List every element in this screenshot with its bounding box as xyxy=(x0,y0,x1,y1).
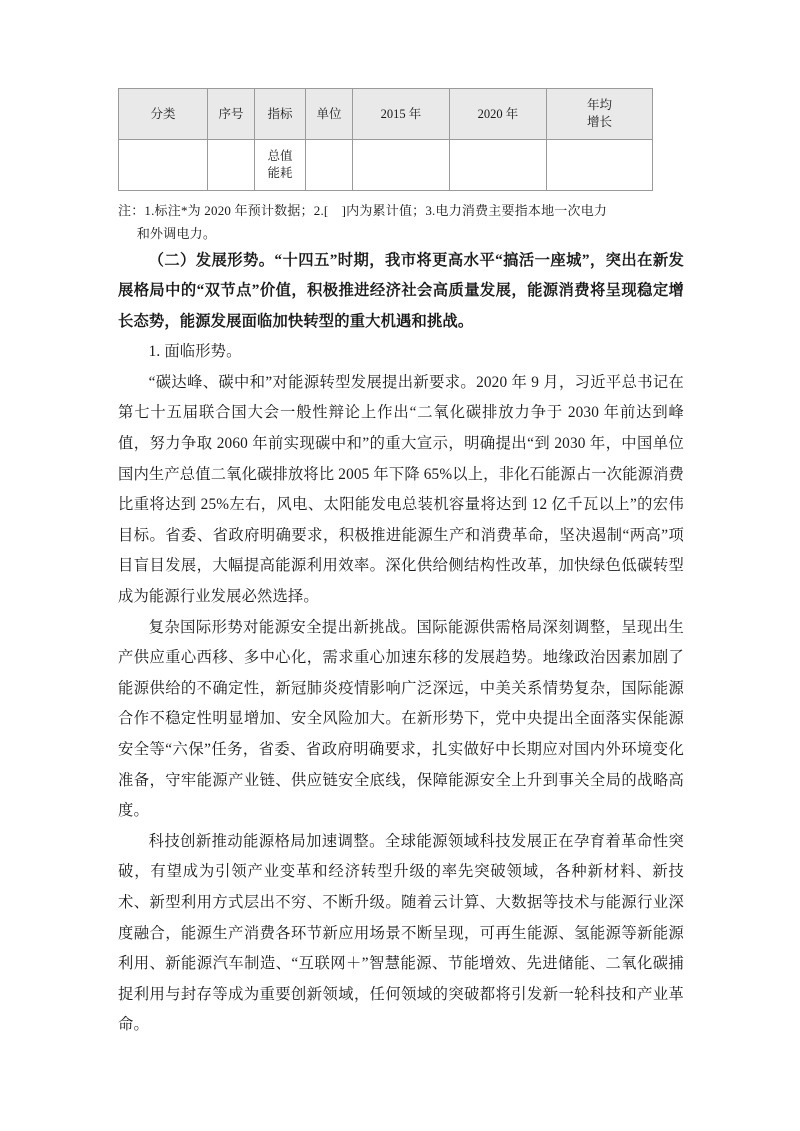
table-row xyxy=(119,140,653,191)
cell-indicator-line2: 能耗 xyxy=(267,166,293,180)
cell-index-no xyxy=(208,140,255,191)
column-header-category: 分类 xyxy=(119,89,208,140)
paragraph-technology-innovation: 科技创新推动能源格局加速调整。全球能源领域科技发展正在孕育着革命性突破，有望成为引领产业变革和经济转型升级的率先突破领域，各种新材料、新技术、新型利用方式层出不穷、不断升级。随着云计算、大数据等技术与能源行业深度融合，能源生产消费各环节新应用场景不断呈现，可再生能源、氢能源等新能源利用、新能源汽车制造、“互联网＋”智慧能源、节能增效、先进储能、二氧化碳捕捉利用与封存等成为重要创新领域，任何领域的突破都将引发新一轮科技和产业革命。 xyxy=(118,832,684,1034)
cell-year-2020 xyxy=(450,140,547,191)
column-header-year-2020: 2020 年 xyxy=(450,89,547,140)
cell-indicator xyxy=(255,140,306,191)
column-header-year-2015: 2015 年 xyxy=(353,89,450,140)
table-body xyxy=(119,140,653,191)
page-content xyxy=(118,88,684,1041)
table-footnote xyxy=(118,200,684,246)
cell-year-2015 xyxy=(353,140,450,191)
column-header-indicator: 指标 xyxy=(255,89,306,140)
footnote-line-1: 注：1.标注*为 2020 年预计数据；2.[ ]内为累计值；3.电力消费主要指本地一次电力 xyxy=(118,203,608,218)
footnote-line-2: 和外调电力。 xyxy=(136,225,217,241)
column-header-index-no: 序号 xyxy=(208,89,255,140)
paragraph-international-situation: 复杂国际形势对能源安全提出新挑战。国际能源供需格局深刻调整，呈现出生产供应重心西移、多中心化，需求重心加速东移的发展趋势。地缘政治因素加剧了能源供给的不确定性，新冠肺炎疫情影响广泛深远，中美关系情势复杂，国际能源合作不稳定性明显增加、安全风险加大。在新形势下，党中央提出全面落实保能源安全等“六保”任务，省委、省政府明确要求，扎实做好中长期应对国内外环境变化准备，守牢能源产业链、供应链安全底线，保障能源安全上升到事关全局的战略高度。 xyxy=(118,618,684,820)
cell-category xyxy=(119,140,208,191)
subsection-title-facing-situation: 1. 面临形势。 xyxy=(148,343,242,361)
column-header-unit: 单位 xyxy=(306,89,353,140)
column-header-annual-growth xyxy=(547,89,653,140)
annual-growth-line1: 年均 xyxy=(586,98,612,113)
paragraph-carbon-peak: “碳达峰、碳中和”对能源转型发展提出新要求。2020 年 9 月，习近平总书记在第七十五届联合国大会一般性辩论上作出“二氧化碳排放力争于 2030 年前达到峰值，努力争取 2060 年前实现碳中和”的重大宣示，明确提出“到 2030 年，中国单位国内生产总值二氧化碳排放将比 2005 年下降 65%以上，非化石能源占一次能源消费比重将达到 25%左右，风电、太阳能发电总装机容量将达到 12 亿千瓦以上”的宏伟目标。省委、省政府明确要求，积极推进能源生产和消费革命，坚决遏制“两高”项目盲目发展，大幅提高能源利用效率。深化供给侧结构性改革，加快绿色低碳转型成为能源行业发展必然选择。 xyxy=(118,373,684,606)
table-header-row xyxy=(119,89,653,140)
energy-indicator-table xyxy=(118,88,653,191)
cell-annual-growth xyxy=(547,140,653,191)
cell-unit xyxy=(306,140,353,191)
table-header xyxy=(119,89,653,140)
section-development-situation: （二）发展形势。“十四五”时期，我市将更高水平“搞活一座城”，突出在新发展格局中的“双节点”价值，积极推进经济社会高质量发展，能源消费将呈现稳定增长态势，能源发展面临加快转型的重大机遇和挑战。 xyxy=(118,251,684,330)
annual-growth-line2: 增长 xyxy=(586,115,612,129)
cell-indicator-line1: 总值 xyxy=(267,149,293,164)
